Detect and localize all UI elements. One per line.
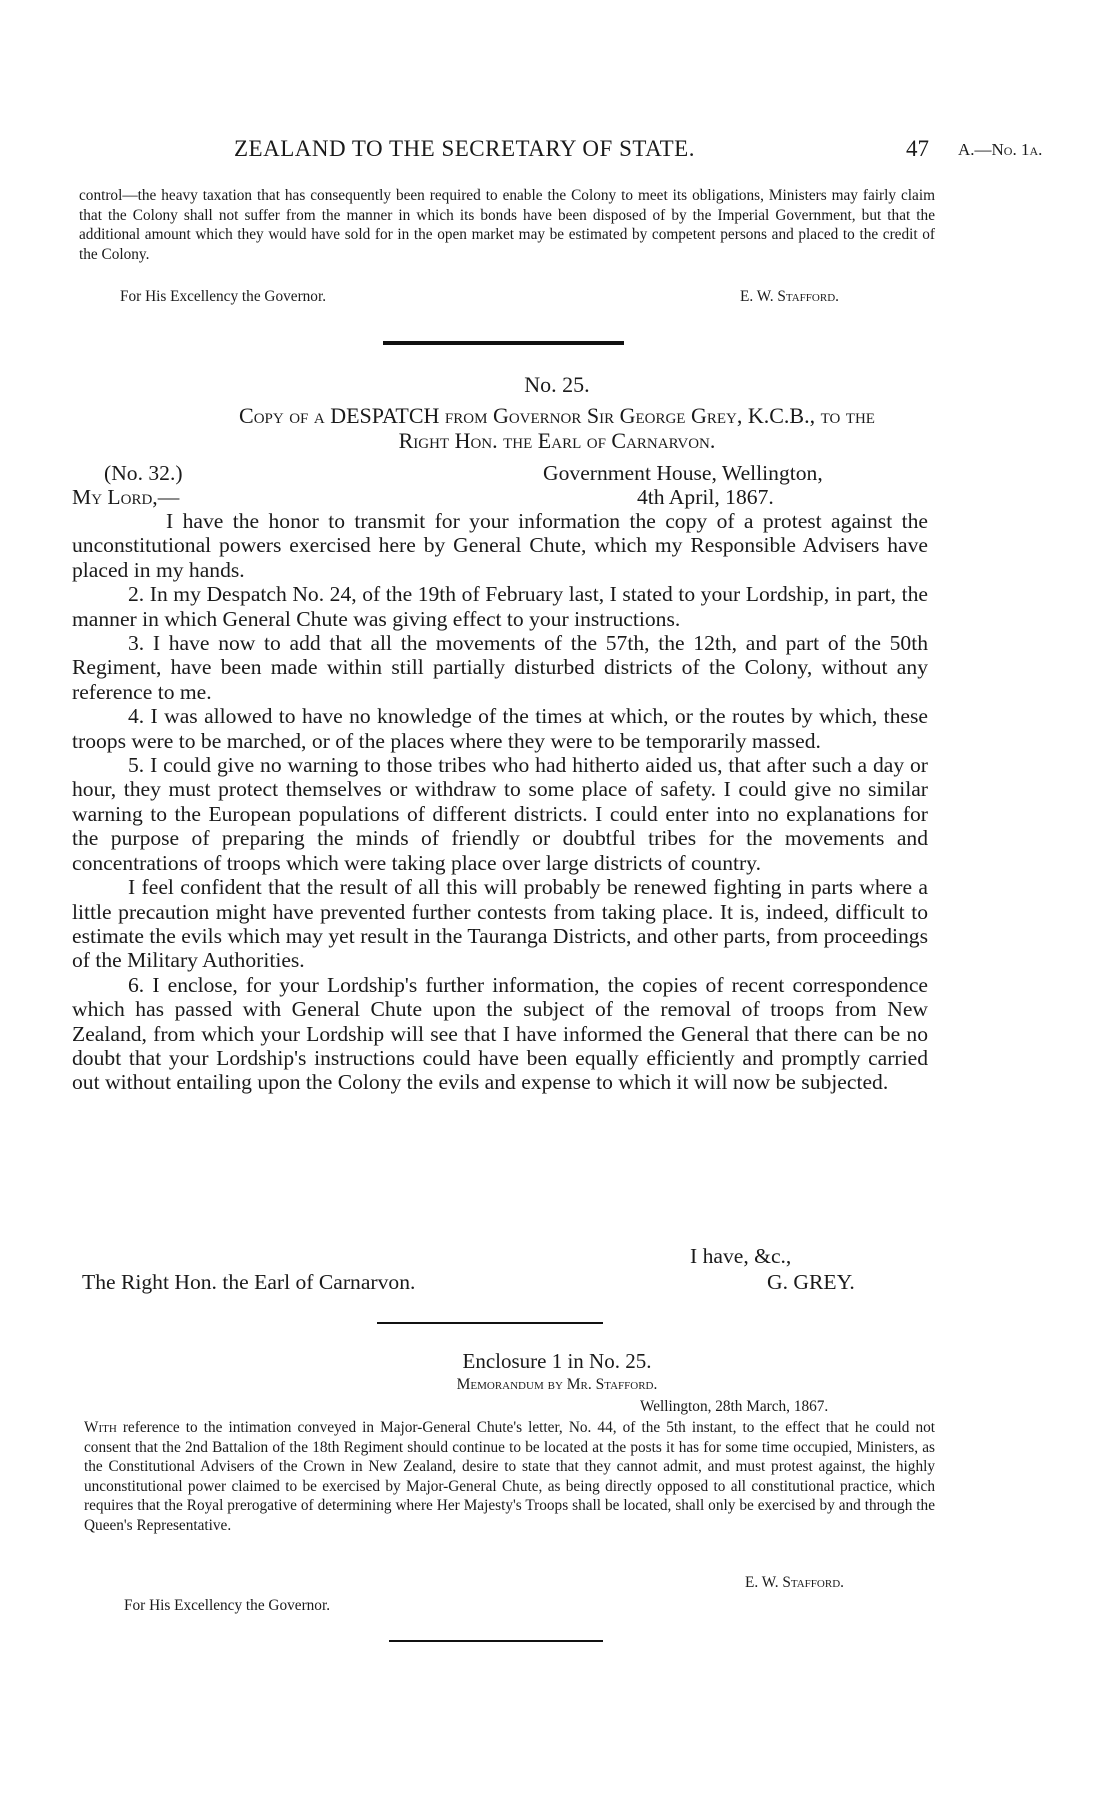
- enclosure-subtitle: Memorandum by Mr. Stafford.: [456, 1376, 658, 1393]
- document-reference: A.—No. 1a.: [958, 140, 1043, 159]
- despatch-paragraph: 6. I enclose, for your Lordship's further information, the copies of recent correspondence which has passed with General Chute upon the subject of the removal of troops from New Zealand, from which your Lordship will see that I have informed the General that there can be no doubt that your Lordship's instructions could have been equally efficiently and promptly carried out without entailing upon the Colony the evils and expense to which it will now be subjected.: [72, 972, 928, 1095]
- despatch-paragraph: 4. I was allowed to have no knowledge of the times at which, or the routes by which, these troops were to be marched, or of the places where they were to be temporarily massed.: [72, 704, 928, 753]
- enclosure-date: Wellington, 28th March, 1867.: [640, 1398, 829, 1415]
- despatch-paragraph: 2. In my Despatch No. 24, of the 19th of February last, I stated to your Lordship, in part, the manner in which General Chute was giving effect to your instructions.: [72, 582, 928, 631]
- despatch-paragraph: 5. I could give no warning to those tribes who had hitherto aided us, that after such a day or hour, they must protect themselves or withdraw to some place of safety. I could give no similar warning to the European populations of different districts. I could enter into no explanations for the purpose of preparing the minds of friendly or doubtful tribes for the movements and concentrations of troops which were taking place over large districts of country.: [72, 753, 928, 875]
- despatch-title-line2: Right Hon. the Earl of Carnarvon.: [398, 428, 716, 453]
- despatch-signature: G. GREY.: [767, 1270, 855, 1294]
- despatch-date: 4th April, 1867.: [637, 485, 774, 509]
- running-header: ZEALAND TO THE SECRETARY OF STATE.: [234, 136, 695, 161]
- top-signature: E. W. Stafford.: [740, 288, 839, 305]
- despatch-closing: I have, &c.,: [690, 1244, 792, 1268]
- page-number: 47: [906, 136, 929, 161]
- despatch-body: [72, 509, 928, 1095]
- top-addressee: For His Excellency the Governor.: [120, 288, 327, 305]
- enclosure-text: reference to the intimation conveyed in Major-General Chute's letter, No. 44, of the 5th instant, to the effect that he could not consent that the 2nd Battalion of the 18th Regiment should continue to be located at the posts it has for some time occupied, Ministers, as the Constitutional Advisers of the Crown in New Zealand, desire to state that they cannot admit, and must protest against, the highly unconstitutional power claimed to be exercised by Major-General Chute, as being directly opposed to all constitutional practice, which requires that the Royal prerogative of determining where Her Majesty's Troops shall be located, shall only be exercised by and through the Queen's Representative.: [84, 1419, 935, 1534]
- despatch-ref-no: (No. 32.): [104, 461, 183, 485]
- enclosure-opening: With: [84, 1419, 117, 1436]
- section-divider: [383, 341, 624, 345]
- despatch-paragraph: 3. I have now to add that all the movements of the 57th, the 12th, and part of the 50th Regiment, have been made within still partially disturbed districts of the Colony, without any reference to me.: [72, 631, 928, 704]
- despatch-paragraph: I feel confident that the result of all this will probably be renewed fighting in parts where a little precaution might have prevented further contests from taking place. It is, indeed, difficult to estimate the evils which may yet result in the Tauranga Districts, and other parts, from proceedings of the Military Authorities.: [72, 875, 928, 973]
- section-divider: [377, 1322, 603, 1324]
- section-divider: [389, 1640, 603, 1642]
- enclosure-signature: E. W. Stafford.: [745, 1574, 844, 1591]
- despatch-paragraph: I have the honor to transmit for your information the copy of a protest against the unconstitutional powers exercised here by General Chute, which my Responsible Advisers have placed in my hands.: [72, 509, 928, 582]
- despatch-title-line1: Copy of a DESPATCH from Governor Sir George Grey, K.C.B., to the: [239, 403, 875, 428]
- enclosure-paragraph: [84, 1418, 935, 1536]
- despatch-number: No. 25.: [524, 372, 590, 397]
- despatch-salutation: My Lord,—: [72, 485, 180, 509]
- enclosure-addressee: For His Excellency the Governor.: [124, 1597, 331, 1614]
- despatch-recipient: The Right Hon. the Earl of Carnarvon.: [82, 1270, 416, 1294]
- top-paragraph: control—the heavy taxation that has consequently been required to enable the Colony to meet its obligations, Ministers may fairly claim that the Colony shall not suffer from the manner in which its bonds have been disposed of by the Imperial Government, but that the additional amount which they would have sold for in the open market may be estimated by competent persons and placed to the credit of the Colony.: [79, 187, 935, 263]
- enclosure-title: Enclosure 1 in No. 25.: [462, 1349, 652, 1373]
- despatch-place: Government House, Wellington,: [543, 461, 823, 485]
